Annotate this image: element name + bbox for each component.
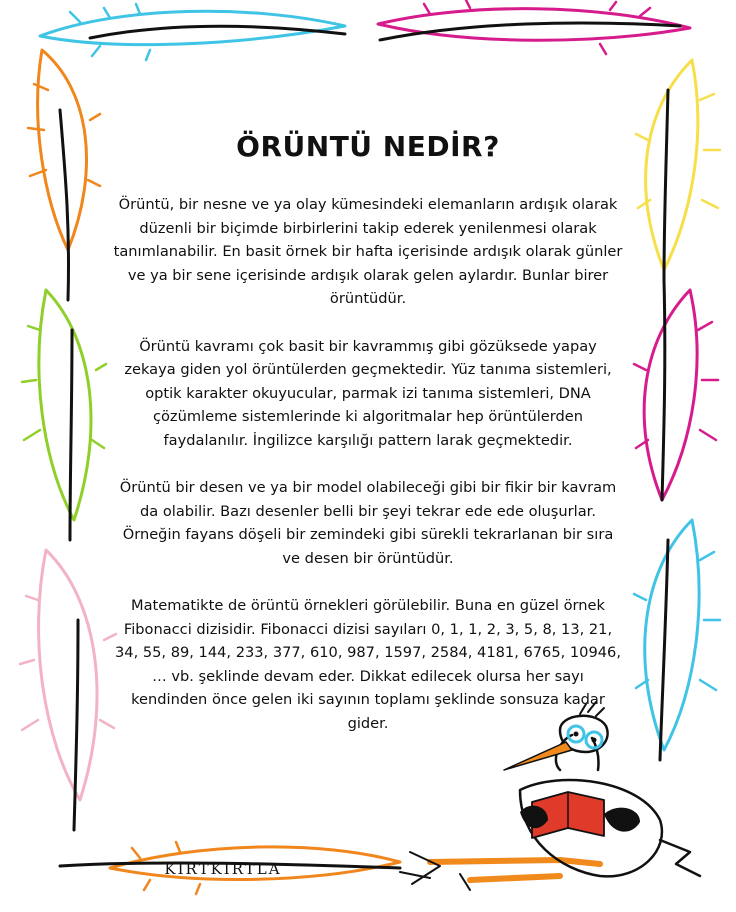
paragraph-1: Örüntü, bir nesne ve ya olay kümesindeki elemanların ardışık olarak düzenli bir biçimde birbirlerini takip ederek yenilenmesi olarak tanımlanabilir. En basit örnek bir hafta içerisinde ardışık olarak günler ve ya bir sene içerisinde ardışık olarak gelen aylardır. Bunlar birer örüntüdür. (113, 196, 623, 307)
feather-icon (378, 0, 690, 54)
paragraph-2: Örüntü kavramı çok basit bir kavrammış gibi gözüksede yapay zekaya giden yol örüntülerden geçmektedir. Yüz tanıma sistemleri, optik karakter okuyucular, parmak izi tanıma sistemleri, DNA çözümleme sistemlerinde ki algoritmalar hep örüntülerden faydalanılır. İngilizce karşılığı pattern larak geçmektedir. (124, 337, 612, 449)
feather-icon (22, 290, 106, 540)
feather-icon (20, 550, 116, 830)
feather-icon (40, 4, 345, 60)
brand-text: KIRTKIRTLA (164, 860, 282, 878)
brand-logo (148, 856, 298, 882)
feather-icon (28, 50, 100, 300)
article (112, 130, 624, 759)
feather-icon (634, 280, 718, 500)
feather-icon (634, 520, 720, 760)
page-title: ÖRÜNTÜ NEDİR? (236, 130, 500, 163)
paragraph-4: Matematikte de örüntü örnekleri görülebilir. Buna en güzel örnek Fibonacci dizisidir. Fibonacci dizisi sayıları 0, 1, 1, 2, 3, 5, 8, 13, 21, 34, 55, 89, 144, 233, 377, 610, 987, 1597, 2584, 4181, 6765, 10946, … vb. şeklinde devam eder. Dikkat edilecek olursa her sayı kendinden önce gelen iki sayının toplamı şeklinde sonsuza kadar gider. (115, 597, 621, 732)
feather-icon (636, 60, 720, 280)
paragraph-3: Örüntü bir desen ve ya bir model olabileceği gibi bir fikir bir kavram da olabilir. Bazı desenler belli bir şeyi tekrar ede ede oluşurlar. Örneğin fayans döşeli bir zemindeki gibi sürekli tekrarlanan bir sıra ve desen bir örüntüdür. (119, 479, 617, 567)
